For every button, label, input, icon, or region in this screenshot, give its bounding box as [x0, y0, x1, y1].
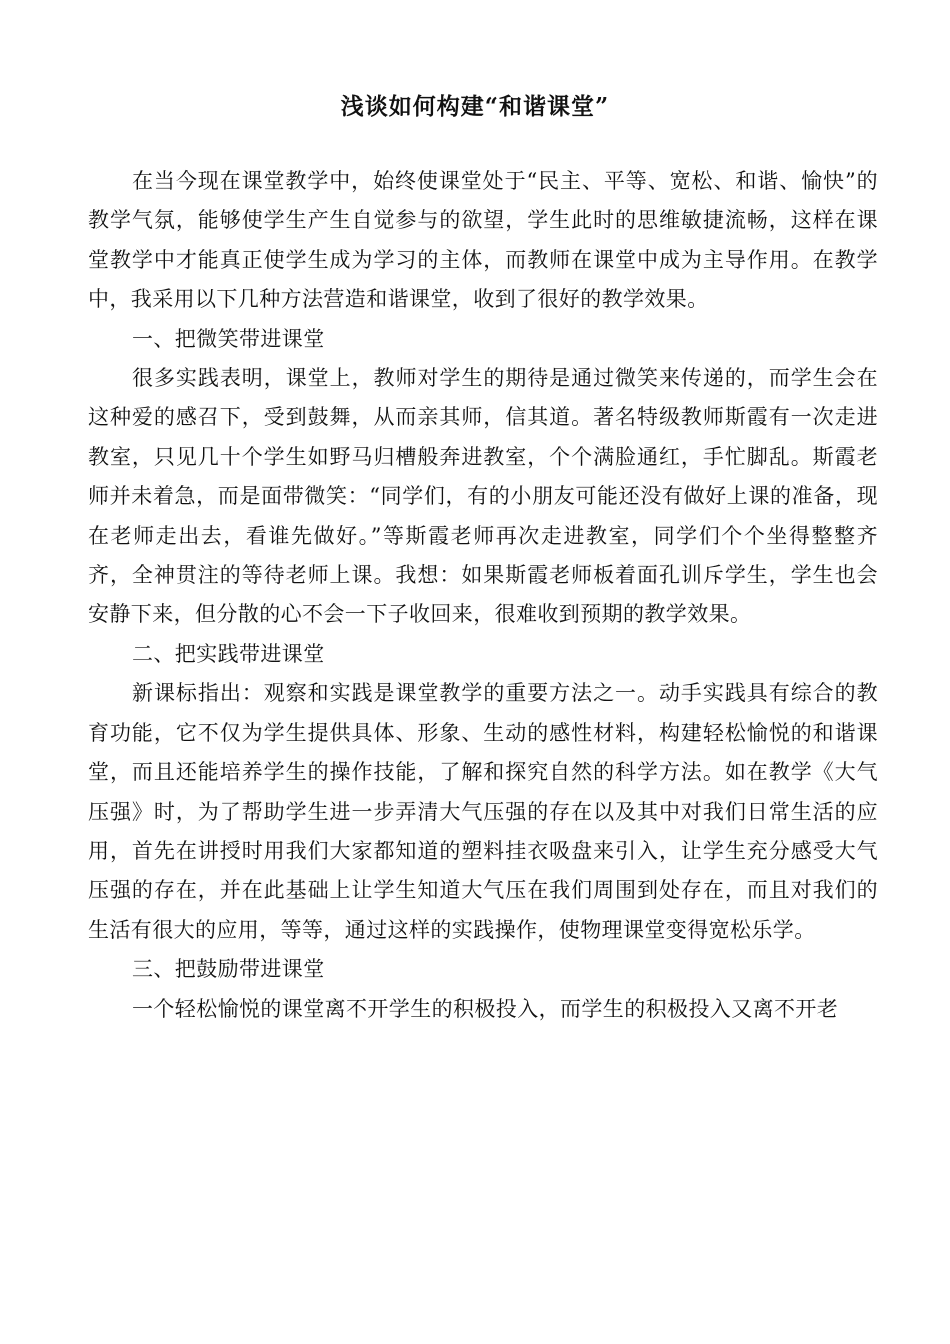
section-heading-smile: 一、把微笑带进课堂: [132, 326, 325, 351]
encouragement-paragraph: 一个轻松愉悦的课堂离不开学生的积极投入，而学生的积极投入又离不开老: [132, 996, 839, 1021]
document-body: [88, 162, 878, 1029]
section-heading-encouragement: 三、把鼓励带进课堂: [132, 957, 325, 982]
intro-paragraph: 在当今现在课堂教学中，始终使课堂处于“民主、平等、宽松、和谐、愉快”的教学气氛，能够使学生产生自觉参与的欲望，学生此时的思维敏捷流畅，这样在课堂教学中才能真正使学生成为学习的主体，而教师在课堂中成为主导作用。在教学中，我采用以下几种方法营造和谐课堂，收到了很好的教学效果。: [88, 169, 878, 312]
document-title: 浅谈如何构建“和谐课堂”: [340, 93, 610, 120]
smile-paragraph: 很多实践表明，课堂上，教师对学生的期待是通过微笑来传递的，而学生会在这种爱的感召下，受到鼓舞，从而亲其师，信其道。著名特级教师斯霞有一次走进教室，只见几十个学生如野马归槽般奔进教室，个个满脸通红，手忙脚乱。斯霞老师并未着急，而是面带微笑：“同学们，有的小朋友可能还没有做好上课的准备，现在老师走出去，看谁先做好。”等斯霞老师再次走进教室，同学们个个坐得整整齐齐，全神贯注的等待老师上课。我想：如果斯霞老师板着面孔训斥学生，学生也会安静下来，但分散的心不会一下子收回来，很难收到预期的教学效果。: [88, 366, 878, 627]
practice-paragraph: 新课标指出：观察和实践是课堂教学的重要方法之一。动手实践具有综合的教育功能，它不仅为学生提供具体、形象、生动的感性材料，构建轻松愉悦的和谐课堂，而且还能培养学生的操作技能，了解和探究自然的科学方法。如在教学《大气压强》时，为了帮助学生进一步弄清大气压强的存在以及其中对我们日常生活的应用，首先在讲授时用我们大家都知道的塑料挂衣吸盘来引入，让学生充分感受大气压强的存在，并在此基础上让学生知道大气压在我们周围到处存在，而且对我们的生活有很大的应用，等等，通过这样的实践操作，使物理课堂变得宽松乐学。: [88, 681, 878, 942]
section-heading-practice: 二、把实践带进课堂: [132, 641, 325, 666]
